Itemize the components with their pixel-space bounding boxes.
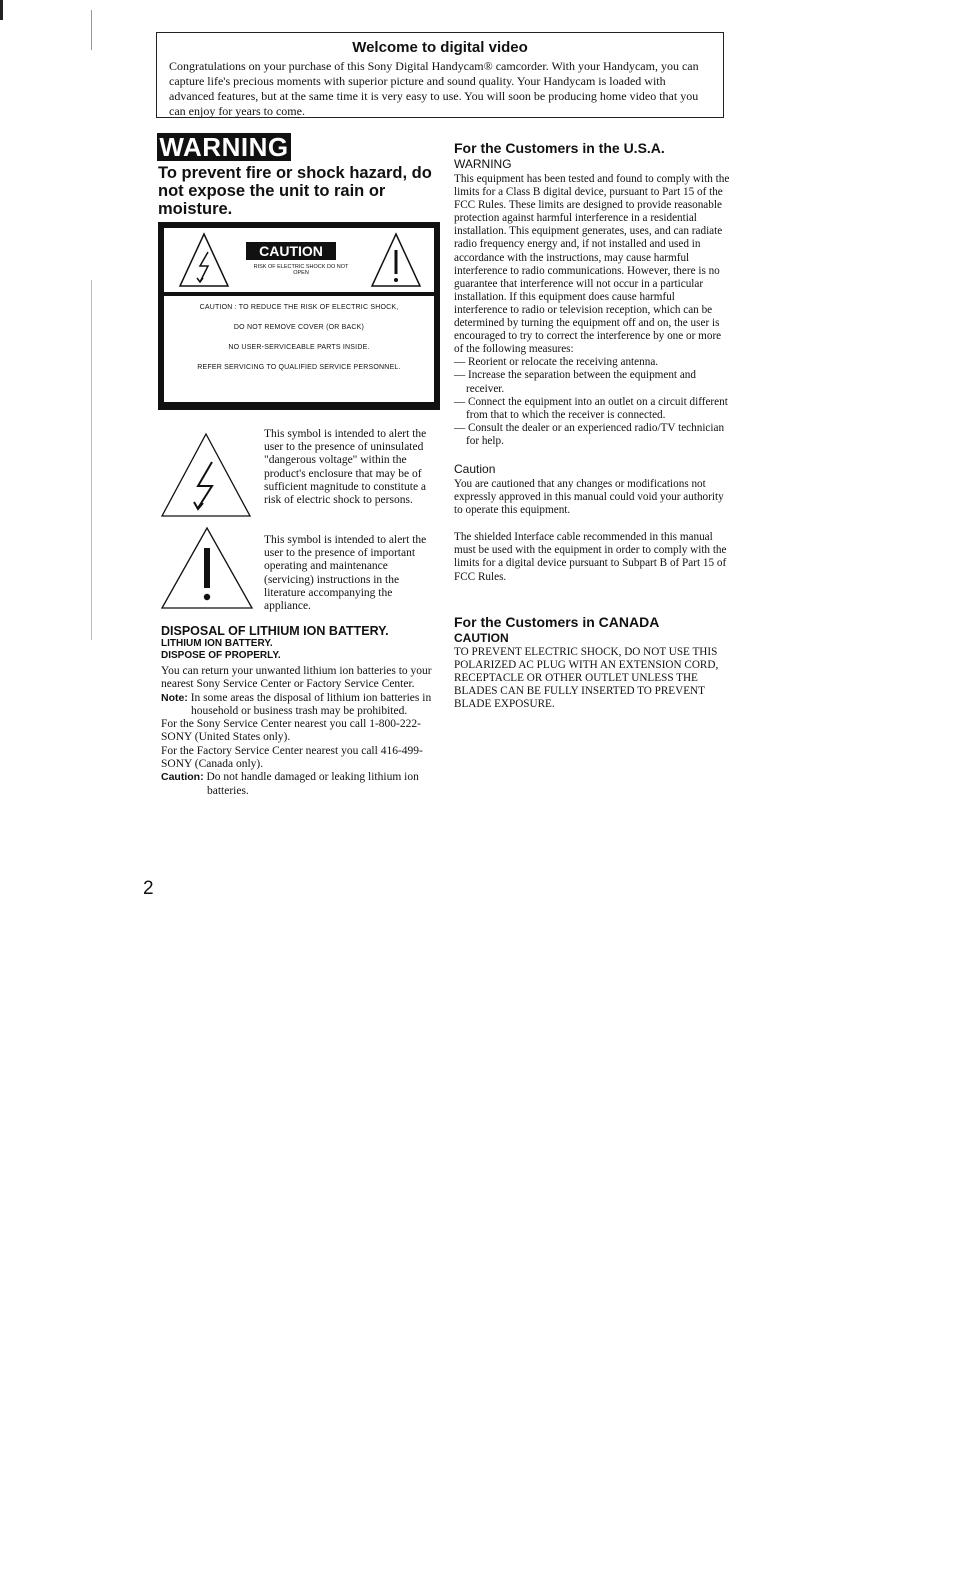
usa-cable-text: The shielded Interface cable recommended in this manual must be used with the equipment in order to comply with the limits for a digital device pursuant to Subpart B of Part 15 of FCC Rules.: [454, 531, 727, 583]
usa-caution-text: You are cautioned that any changes or modifications not expressly approved in this manual could void your authority to operate this equipment.: [454, 477, 724, 517]
canada-caution-label: CAUTION: [454, 630, 509, 645]
disposal-heading: DISPOSAL OF LITHIUM ION BATTERY.: [161, 624, 389, 638]
disposal-caution-label: Caution:: [161, 771, 204, 784]
disposal-note-text: In some areas the disposal of lithium ion batteries in household or business trash may be prohibited.: [190, 691, 432, 717]
right-column: [454, 140, 730, 711]
canada-caution-text: TO PREVENT ELECTRIC SHOCK, DO NOT USE THIS POLARIZED AC PLUG WITH AN EXTENSION CORD, RECEPTACLE OR OTHER OUTLET UNLESS THE BLADES CAN BE FULLY INSERTED TO PREVENT BLADE EXPOSURE.: [454, 645, 719, 710]
disposal-subheading: DISPOSE OF PROPERLY.: [161, 650, 281, 661]
usa-measure-item: — Increase the separation between the equipment and receiver.: [454, 369, 696, 395]
hazard-heading: To prevent fire or shock hazard, do not expose the unit to rain or moisture.: [158, 164, 432, 218]
usa-warning-text: This equipment has been tested and found to comply with the limits for a Class B digital device, pursuant to Part 15 of the FCC Rules. These limits are designed to provide reasonable protection against harmful interference in a residential installation. This equipment generates, uses, and can radiate radio frequency energy and, if not installed and used in accordance with the instructions, may cause harmful interference to radio communications. However, there is no guarantee that interference will not occur in a particular installation. If this equipment does cause harmful interference to radio or television reception, which can be determined by turning the equipment off and on, the user is encouraged to try to correct the interference by one or more of the following measures:: [454, 173, 730, 356]
disposal-note-label: Note:: [161, 691, 188, 704]
exclamation-symbol-text: This symbol is intended to alert the user to the presence of important operating and maintenance (servicing) instructions in the literature accompanying the appliance.: [264, 534, 427, 613]
caution-risk-text: RISK OF ELECTRIC SHOCK DO NOT OPEN: [253, 264, 349, 276]
lightning-warning-icon: [160, 432, 252, 518]
disposal-caution: [161, 771, 441, 798]
caution-label-top: [164, 228, 434, 292]
caution-line: NO USER-SERVICEABLE PARTS INSIDE.: [228, 344, 370, 351]
lightning-symbol-text: This symbol is intended to alert the user to the presence of uninsulated "dangerous voltage" within the product's enclosure that may be of sufficient magnitude to constitute a risk of electric shock to persons.: [264, 428, 427, 507]
scan-edge-mark: [91, 280, 92, 640]
exclamation-warning-icon: [160, 526, 254, 610]
caution-label-box: [158, 222, 440, 410]
canada-heading: For the Customers in CANADA: [454, 613, 660, 630]
scan-edge-mark: [0, 0, 3, 20]
disposal-section: [161, 624, 441, 798]
warning-badge-label: WARNING: [159, 132, 289, 162]
disposal-body: You can return your unwanted lithium ion batteries to your nearest Sony Service Center or Factory Service Center.: [161, 665, 432, 691]
welcome-box: [156, 32, 724, 118]
welcome-title: Welcome to digital video: [352, 39, 528, 56]
usa-measure-item: — Consult the dealer or an experienced radio/TV technician for help.: [454, 421, 725, 447]
usa-heading: For the Customers in the U.S.A.: [454, 140, 665, 156]
usa-measure-item: — Reorient or relocate the receiving antenna.: [454, 356, 659, 369]
caution-label-text-panel: [164, 296, 434, 402]
page-number: 2: [143, 878, 154, 899]
exclamation-warning-icon: [370, 232, 422, 288]
disposal-note: [161, 692, 441, 719]
service-canada: For the Factory Service Center nearest you call 416-499-SONY (Canada only).: [161, 744, 423, 771]
usa-warning-label: WARNING: [454, 157, 512, 171]
disposal-subheading: LITHIUM ION BATTERY.: [161, 638, 273, 649]
usa-measure-item: — Connect the equipment into an outlet on a circuit different from that to which the receiver is connected.: [454, 395, 728, 421]
welcome-body: Congratulations on your purchase of this Sony Digital Handycam® camcorder. With your Handycam, you can capture life's precious moments with superior picture and sound quality. Your Handycam is loaded with advanced features, but at the same time it is very easy to use. You will soon be producing home video that you can enjoy for years to come.: [169, 59, 699, 118]
scan-edge-mark: [91, 10, 92, 50]
warning-badge: [157, 133, 291, 161]
caution-line: CAUTION : TO REDUCE THE RISK OF ELECTRIC SHOCK,: [199, 304, 399, 311]
disposal-caution-text: Do not handle damaged or leaking lithium ion batteries.: [206, 771, 419, 797]
lightning-warning-icon: [178, 232, 230, 288]
usa-caution-label: Caution: [454, 461, 496, 476]
caution-line: REFER SERVICING TO QUALIFIED SERVICE PERSONNEL.: [197, 364, 401, 371]
caution-label-title: CAUTION: [246, 242, 336, 260]
service-us: For the Sony Service Center nearest you call 1-800-222-SONY (United States only).: [161, 718, 421, 744]
caution-line: DO NOT REMOVE COVER (OR BACK): [233, 324, 365, 331]
